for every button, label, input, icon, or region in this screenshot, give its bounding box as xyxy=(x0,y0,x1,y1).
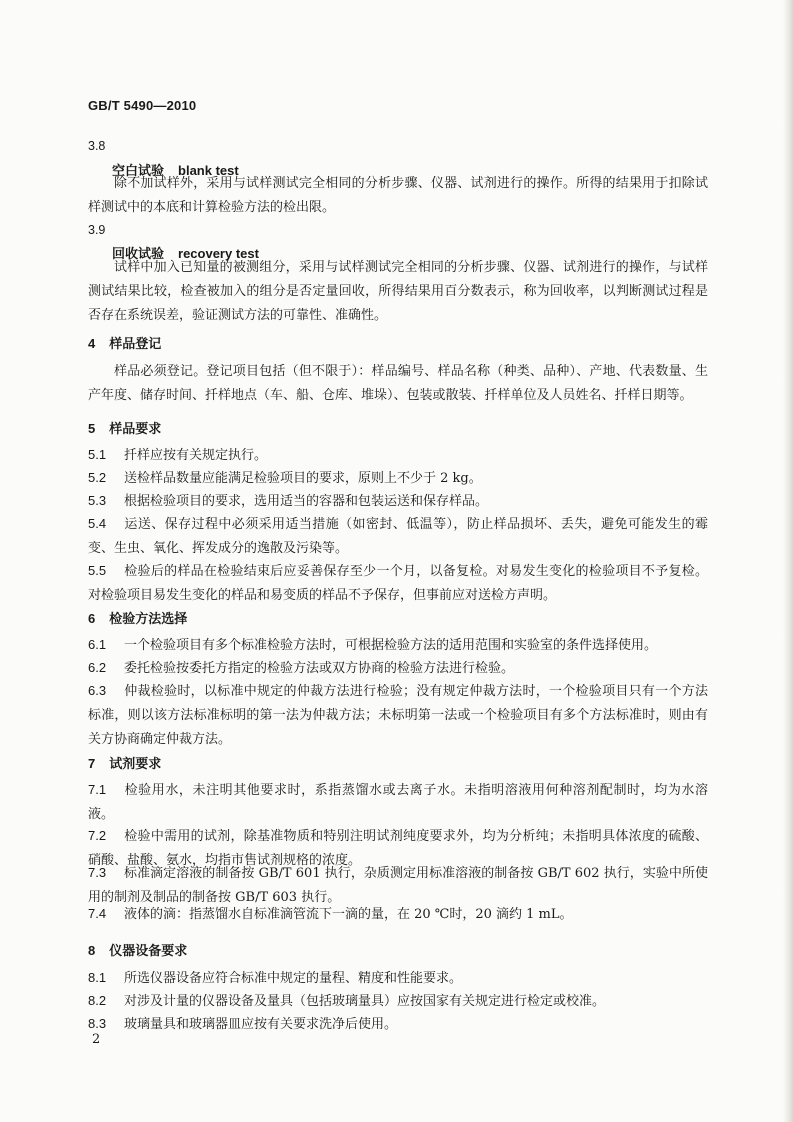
item-text: 根据检验项目的要求，选用适当的容器和包装运送和保存样品。 xyxy=(124,494,489,509)
item-number: 5.3 xyxy=(88,493,107,508)
section-title: 样品登记 xyxy=(109,337,162,352)
section-title: 检验方法选择 xyxy=(109,612,188,627)
item-number: 5.5 xyxy=(88,563,107,578)
item-number: 6.2 xyxy=(88,660,107,675)
list-item xyxy=(88,466,708,491)
list-item xyxy=(88,966,708,991)
section-title: 试剂要求 xyxy=(109,757,162,772)
clause-number-3-8: 3.8 xyxy=(88,139,106,153)
scan-edge-shadow xyxy=(783,0,793,1122)
item-text: 仲裁检验时，以标准中规定的仲裁方法进行检验；没有规定仲裁方法时，一个检验项目只有一个方法标准，则以该方法标准标明的第一法为仲裁方法；未标明第一法或一个检验项目有多个方法标准时，则由有关方协商确定仲裁方法。 xyxy=(88,684,708,747)
item-number: 5.1 xyxy=(88,447,107,462)
list-item xyxy=(88,902,708,927)
item-text: 玻璃量具和玻璃器皿应按有关要求洗净后使用。 xyxy=(124,1017,398,1032)
list-item xyxy=(88,989,708,1014)
item-number: 7.4 xyxy=(88,906,107,921)
list-item xyxy=(88,656,708,681)
item-number: 5.2 xyxy=(88,470,107,485)
list-item xyxy=(88,679,708,752)
item-text: 扦样应按有关规定执行。 xyxy=(124,448,268,463)
item-text: 所选仪器设备应符合标准中规定的量程、精度和性能要求。 xyxy=(124,971,463,986)
clause-number-3-9: 3.9 xyxy=(88,223,106,237)
section-heading-5 xyxy=(88,418,161,437)
definition-blank-test: 除不加试样外，采用与试样测试完全相同的分析步骤、仪器、试剂进行的操作。所得的结果用于扣除试样测试中的本底和计算检验方法的检出限。 xyxy=(88,176,708,215)
section-heading-7 xyxy=(88,753,161,772)
page-number: 2 xyxy=(92,1032,101,1047)
section-heading-4 xyxy=(88,333,161,352)
definition-recovery-test: 试样中加入已知量的被测组分，采用与试样测试完全相同的分析步骤、仪器、试剂进行的操作，与试样测试结果比较，检查被加入的组分是否定量回收，所得结果用百分数表示，称为回收率，以判断测试过程是否存在系统误差，验证测试方法的可靠性、准确性。 xyxy=(88,260,708,323)
item-number: 7.3 xyxy=(88,865,107,880)
term-zh: 空白试验 xyxy=(112,164,165,179)
list-item xyxy=(88,1012,708,1037)
list-item xyxy=(88,559,708,608)
list-item xyxy=(88,489,708,514)
item-number: 8.1 xyxy=(88,970,107,985)
item-number: 6.1 xyxy=(88,637,107,652)
item-number: 7.1 xyxy=(88,782,107,797)
item-number: 7.2 xyxy=(88,828,107,843)
term-en: blank test xyxy=(178,163,239,178)
item-number: 8.3 xyxy=(88,1016,107,1031)
item-text: 液体的滴：指蒸馏水自标准滴管流下一滴的量，在 20 ℃时，20 滴约 1 mL。 xyxy=(124,907,573,922)
section-title: 样品要求 xyxy=(109,422,162,437)
item-text: 运送、保存过程中必须采用适当措施（如密封、低温等），防止样品损坏、丢失，避免可能发生的霉变、生虫、氧化、挥发成分的逸散及污染等。 xyxy=(88,517,708,556)
section-number: 5 xyxy=(88,421,96,436)
item-text: 检验后的样品在检验结束后应妥善保存至少一个月，以备复检。对易发生变化的检验项目不予复检。对检验项目易发生变化的样品和易变质的样品不予保存，但事前应对送检方声明。 xyxy=(88,564,708,603)
item-number: 5.4 xyxy=(88,516,107,531)
item-text: 委托检验按委托方指定的检验方法或双方协商的检验方法进行检验。 xyxy=(124,661,515,676)
section-number: 8 xyxy=(88,943,96,958)
section-number: 7 xyxy=(88,756,96,771)
list-item xyxy=(88,633,708,658)
item-text: 检验用水，未注明其他要求时，系指蒸馏水或去离子水。未指明溶液用何种溶剂配制时，均为水溶液。 xyxy=(88,783,708,822)
section-number: 4 xyxy=(88,336,96,351)
list-item xyxy=(88,512,708,561)
item-text: 对涉及计量的仪器设备及量具（包括玻璃量具）应按国家有关规定进行检定或校准。 xyxy=(124,994,606,1009)
item-text: 一个检验项目有多个标准检验方法时，可根据检验方法的适用范围和实验室的条件选择使用。 xyxy=(124,638,658,653)
item-text: 送检样品数量应能满足检验项目的要求，原则上不少于 2 kg。 xyxy=(124,471,482,486)
section-heading-6 xyxy=(88,608,187,627)
item-text: 检验中需用的试剂，除基准物质和特别注明试剂纯度要求外，均为分析纯；未指明具体浓度的硫酸、硝酸、盐酸、氨水，均指市售试剂规格的浓度。 xyxy=(88,829,708,868)
section-title: 仪器设备要求 xyxy=(109,944,188,959)
list-item xyxy=(88,443,708,468)
term-en: recovery test xyxy=(178,246,259,261)
term-zh: 回收试验 xyxy=(112,247,165,262)
section-number: 6 xyxy=(88,611,96,626)
item-number: 6.3 xyxy=(88,683,107,698)
item-number: 8.2 xyxy=(88,993,107,1008)
section-heading-8 xyxy=(88,940,187,959)
section-4-body: 样品必须登记。登记项目包括（但不限于）：样品编号、样品名称（种类、品种）、产地、代表数量、生产年度、储存时间、扦样地点（车、船、仓库、堆垛）、包装或散装、扦样单位及人员姓名、扦样日期等。 xyxy=(88,364,708,403)
standard-code-header: GB/T 5490—2010 xyxy=(88,98,197,113)
item-text: 标准滴定溶液的制备按 GB/T 601 执行，杂质测定用标准溶液的制备按 GB/T 602 执行，实验中所使用的制剂及制品的制备按 GB/T 603 执行。 xyxy=(88,866,708,905)
list-item xyxy=(88,778,708,827)
